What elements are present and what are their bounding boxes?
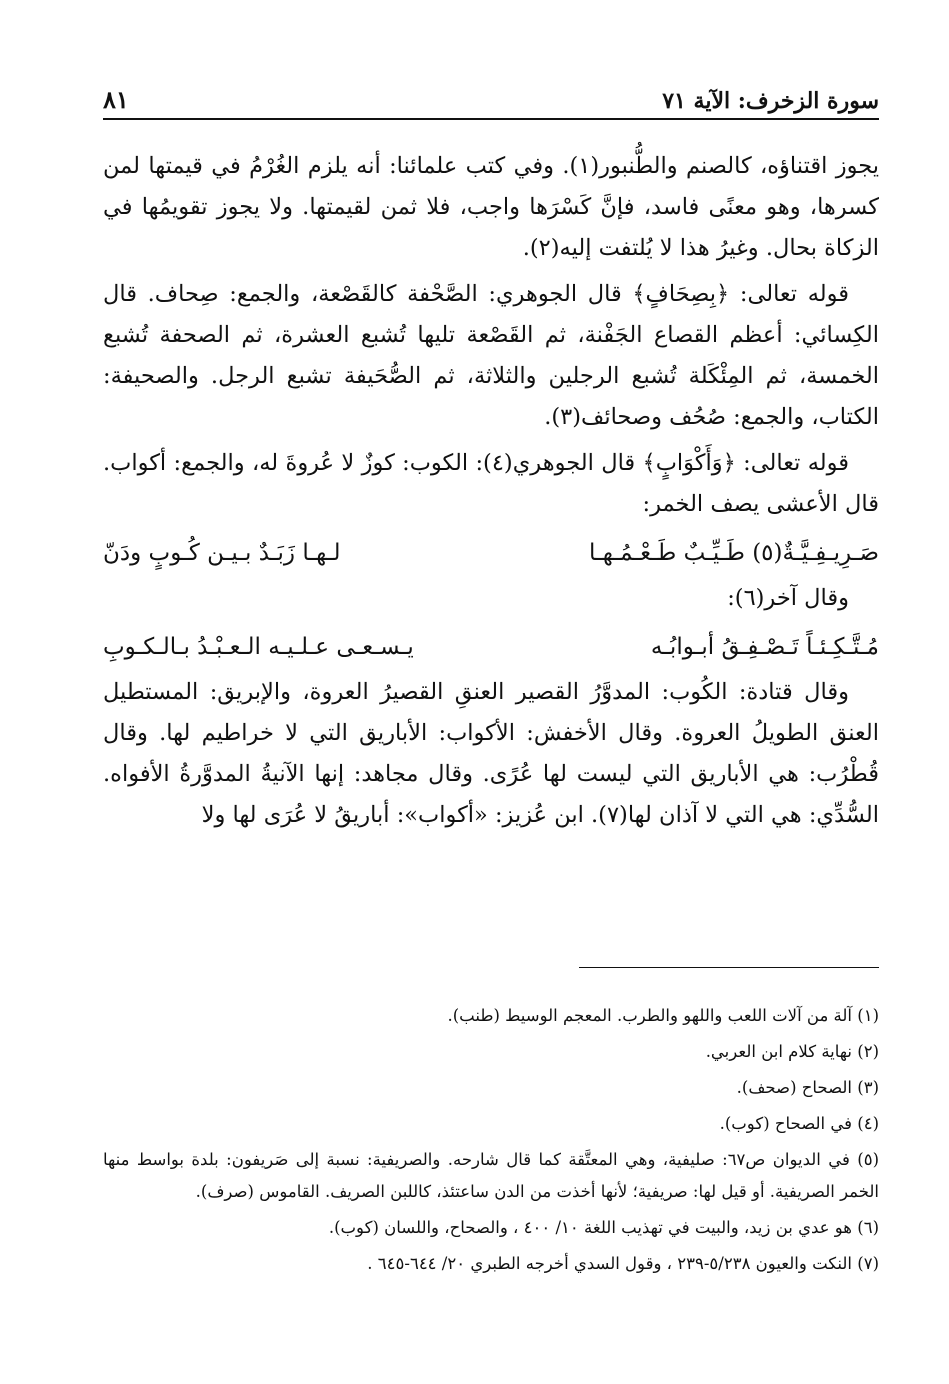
footnote-6: (٦) هو عدي بن زيد، والبيت في تهذيب اللغة ١٠/ ٤٠٠ ، والصحاح، واللسان (كوب).: [328, 1218, 879, 1237]
footnote-4: (٤) في الصحاح (كوب).: [719, 1114, 879, 1133]
footnote-7: (٧) النكت والعيون ٥/٢٣٨-٢٣٩ ، وقول السدي أخرجه الطبري ٢٠/ ٦٤٤-٦٤٥ .: [367, 1254, 879, 1273]
footnote-3: (٣) الصحاح (صحف).: [736, 1078, 879, 1097]
footnotes: [103, 1000, 879, 1284]
poetry-verse-2: [103, 624, 879, 670]
poetry-verse-1: [103, 530, 879, 576]
paragraph-1: يجوز اقتناؤه، كالصنم والطُّنبور(١). وفي كتب علمائنا: أنه يلزم الغُرْمُ في قيمتها لمن كسرها، وهو معنًى فاسد، فإنَّ كَسْرَها واجب، فلا ثمن لقيمتها. ولا يجوز تقويمُها في الزكاة بحال. وغيرُ هذا لا يُلتفت إليه(٢).: [103, 153, 879, 261]
verse-1-second-hemistich: لـهـا زَبَـدٌ بـيـن كُـوبٍ ودَنّ: [103, 540, 341, 566]
page-number: ٨١: [103, 85, 129, 114]
footnote-1: (١) آلة من آلات اللعب واللهو والطرب. المعجم الوسيط (طنب).: [447, 1006, 879, 1025]
footnote-separator: [579, 967, 879, 968]
verse-2-first-hemistich: مُـتَّـكِـئـاً تَـصْـفِـقُ أبـوابُـه: [650, 634, 879, 660]
verse-2-second-hemistich: يـسـعـى عـلـيـه الـعـبْـدُ بـالـكـوبِ: [103, 634, 414, 660]
paragraph-4: وقال قتادة: الكُوب: المدوَّرُ القصير العنقِ القصيرُ العروة، والإبريق: المستطيل العنق الطويلُ العروة. وقال الأخفش: الأكواب: الأباريق التي لا خراطيم لها. وقال قُطْرُب: هي الأباريق التي ليست لها عُرًى. وقال مجاهد: إنها الآنيةُ المدوَّرةُ الأفواه. السُّدِّي: هي التي لا آذان لها(٧). ابن عُزيز: «أكواب»: أباريقُ لا عُرَى لها ولا: [103, 679, 879, 828]
footnote-2: (٢) نهاية كلام ابن العربي.: [705, 1042, 879, 1061]
verse-intro-2: وقال آخر(٦):: [727, 585, 849, 611]
paragraph-3: قوله تعالى: ﴿وَأَكْوَابٍ﴾ قال الجوهري(٤): الكوب: كوزٌ لا عُروةَ له، والجمع: أكواب. قال الأعشى يصف الخمر:: [103, 450, 879, 517]
running-title: سورة الزخرف: الآية ٧١: [662, 88, 879, 114]
main-text: [103, 146, 879, 841]
verse-1-first-hemistich: صَـرِيـفِـيَّـةٌ(٥) طَـيِّـبٌ طَـعْـمُـهـا: [589, 540, 879, 566]
page-header: [103, 78, 879, 120]
footnote-5: (٥) في الديوان ص٦٧: صليفية، وهي المعتَّقة كما قال شارحه. والصريفية: نسبة إلى صَريفون: بلدة بواسط منها الخمر الصريفية. أو قيل لها: صريفية؛ لأنها أخذت من الدن ساعتئذ، كاللبن الصريف. القاموس (صرف).: [103, 1150, 879, 1201]
paragraph-2: قوله تعالى: ﴿بِصِحَافٍ﴾ قال الجوهري: الصَّحْفة كالقَصْعة، والجمع: صِحاف. قال الكِسائي: أعظم القصاع الجَفْنة، ثم القَصْعة تليها تُشبع العشرة، ثم الصحفة تُشبع الخمسة، ثم المِئْكَلة تُشبع الرجلين والثلاثة، ثم الصُّحَيفة تشبع الرجل. والصحيفة: الكتاب، والجمع: صُحُف وصحائف(٣).: [103, 281, 879, 430]
